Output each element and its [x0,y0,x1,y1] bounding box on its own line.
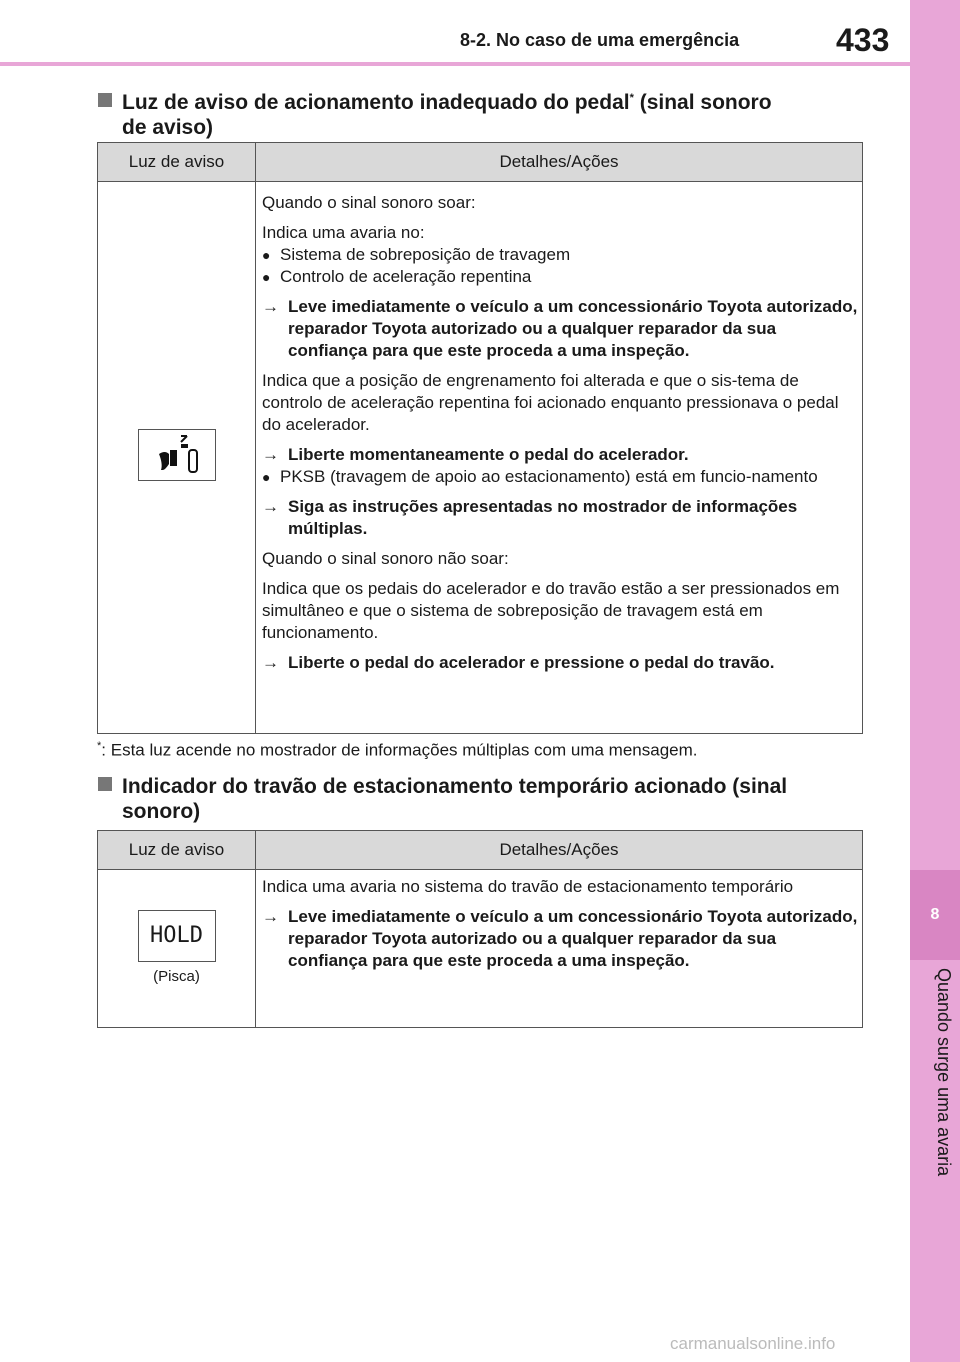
col-header-lamp: Luz de aviso [98,831,256,870]
header-rule [0,62,910,66]
chapter-number: 8 [910,870,960,960]
section-reference: 8-2. No caso de uma emergência [460,30,740,50]
heading-square-icon [98,93,112,107]
lamp-note: (Pisca) [153,967,200,985]
page-number: 433 [836,22,890,58]
col-header-details: Detalhes/Ações [256,831,863,870]
lamp-cell [98,182,256,734]
section2-heading: Indicador do travão de estacionamento temporário acionado (sinal sonoro) [98,774,858,824]
details-cell: Quando o sinal sonoro soar: Indica uma avaria no: ● Sistema de sobreposição de travagem ● Controlo de aceleração repentina → Leve imediatamente o veículo a um concessionário Toyota autorizado, reparador Toyota autorizado ou a qualquer reparador da sua confiança para que este proceda a uma inspeção. Indica que a posição de engrenamento foi alterada e que o sis-tema de controlo de aceleração repentina foi acionado enquanto pressionava o pedal do acelerador. → Liberte momentaneamente o pedal do acelerador. ● PKSB (travagem de apoio ao estacionamento) está em funcio-namento → Siga as instruções apresentadas no mostrador de informações múltiplas. Quando o sinal sonoro não soar: Indica que os pedais do acelerador e do travão estão a ser pressionados em simultâneo e que o sistema de sobreposição de travagem está em funcionamento. → Liberte o pedal do acelerador e pressione o pedal do travão. [256,182,863,734]
col-header-details: Detalhes/Ações [256,143,863,182]
col-header-lamp: Luz de aviso [98,143,256,182]
hold-indicator-icon: HOLD [138,910,216,962]
section1-heading: Luz de aviso de acionamento inadequado do pedal* (sinal sonoro de aviso) [98,86,858,140]
chapter-title: Quando surge uma avaria [934,968,954,1177]
footnote: *: Esta luz acende no mostrador de informações múltiplas com uma mensagem. [97,740,698,760]
heading-square-icon [98,777,112,791]
warning-table-1 [97,142,863,734]
pedal-misoperation-warning-icon [138,429,216,481]
lamp-cell [98,870,256,1028]
details-cell: Indica uma avaria no sistema do travão de estacionamento temporário → Leve imediatamente o veículo a um concessionário Toyota autorizado, reparador Toyota autorizado ou a qualquer reparador da sua confiança para que este proceda a uma inspeção. [256,870,863,1028]
warning-table-2 [97,830,863,1028]
watermark: carmanualsonline.info [670,1334,836,1353]
